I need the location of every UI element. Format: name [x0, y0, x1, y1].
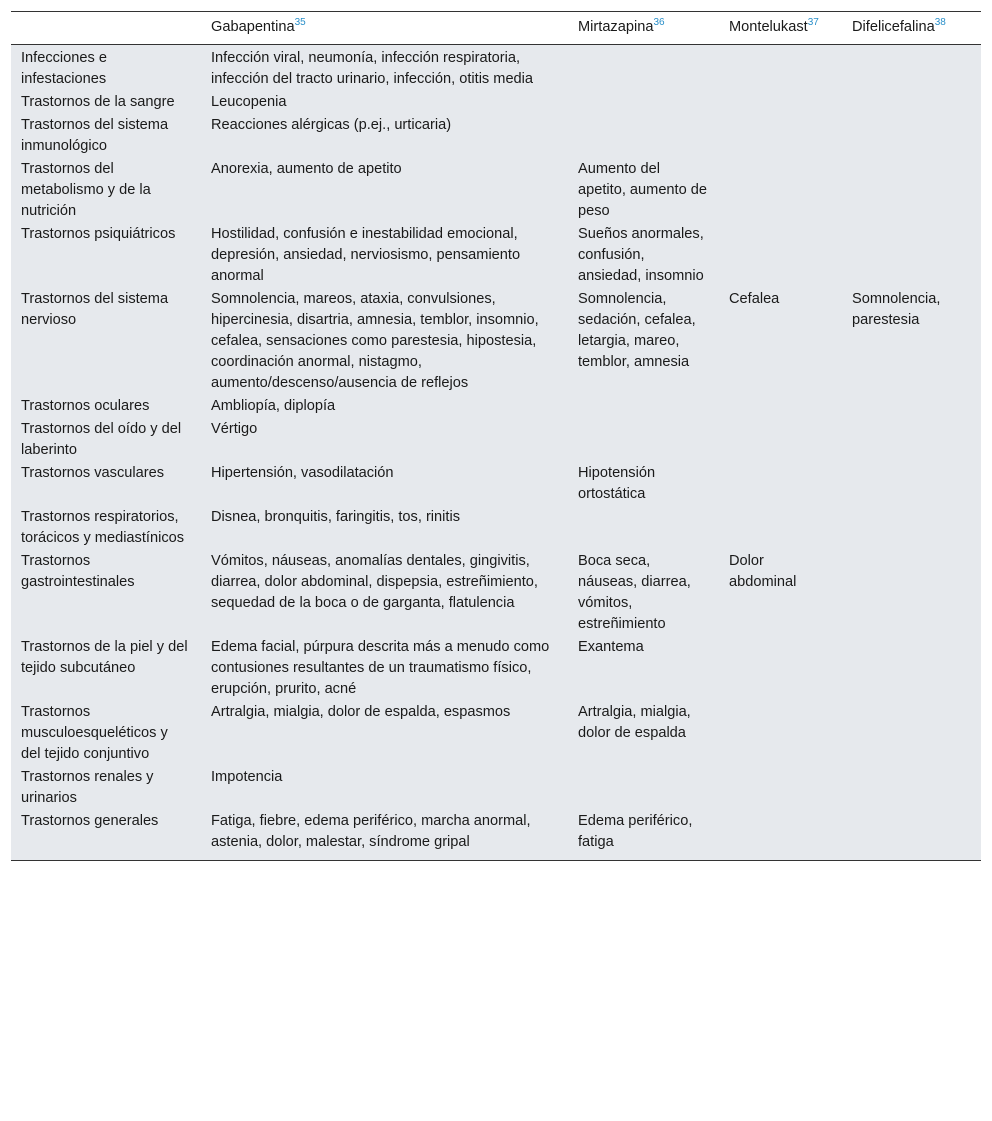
reference-link-36[interactable]: 36 — [653, 17, 665, 28]
cell-montelukast — [719, 114, 842, 158]
cell-gabapentina: Ambliopía, diplopía — [211, 398, 336, 414]
cell-organ: Trastornos musculoesqueléticos y del tejido conjuntivo — [21, 704, 168, 762]
cell-mirtazapina — [568, 506, 719, 550]
cell-organ: Trastornos de la piel y del tejido subcutáneo — [21, 639, 188, 676]
table-body — [11, 45, 981, 861]
table-row — [11, 462, 981, 506]
cell-organ: Trastornos generales — [11, 810, 201, 861]
cell-montelukast — [719, 158, 842, 223]
cell-mirtazapina — [568, 766, 719, 810]
table-row — [11, 91, 981, 114]
cell-organ: Trastornos gastrointestinales — [21, 553, 135, 590]
cell-difelicefalina — [842, 766, 981, 810]
cell-montelukast — [719, 91, 842, 114]
cell-montelukast: Cefalea — [729, 291, 780, 307]
cell-organ: Trastornos del sistema nervioso — [21, 291, 169, 328]
header-montelukast: Montelukast$^{37}$ — [719, 12, 842, 45]
cell-organ: Trastornos del metabolismo y de la nutrición — [21, 161, 151, 219]
cell-organ: Trastornos psiquiátricos — [21, 226, 176, 242]
cell-mirtazapina: Artralgia, mialgia, dolor de espalda — [578, 704, 691, 741]
cell-difelicefalina — [842, 418, 981, 462]
reference-link-37[interactable]: 37 — [807, 17, 819, 28]
table-header — [11, 12, 981, 45]
cell-organ: Trastornos del oído y del laberinto — [21, 421, 182, 458]
cell-gabapentina: Artralgia, mialgia, dolor de espalda, espasmos — [211, 704, 511, 720]
cell-montelukast — [719, 418, 842, 462]
cell-difelicefalina — [842, 395, 981, 418]
cell-gabapentina: Leucopenia — [211, 94, 287, 110]
cell-mirtazapina: Exantema — [578, 639, 644, 655]
cell-mirtazapina — [568, 45, 719, 92]
table-row — [11, 114, 981, 158]
cell-montelukast — [719, 810, 842, 861]
cell-difelicefalina: Somnolencia, parestesia — [852, 291, 941, 328]
cell-gabapentina: Anorexia, aumento de apetito — [211, 161, 402, 177]
cell-difelicefalina — [842, 701, 981, 766]
cell-difelicefalina — [842, 91, 981, 114]
cell-organ: Trastornos del sistema inmunológico — [21, 117, 169, 154]
cell-mirtazapina — [568, 91, 719, 114]
adverse-effects-table — [11, 11, 981, 861]
cell-difelicefalina — [842, 550, 981, 636]
cell-difelicefalina — [842, 506, 981, 550]
header-gabapentina: Gabapentina$^{35}$ — [201, 12, 568, 45]
cell-gabapentina: Fatiga, fiebre, edema periférico, marcha anormal, astenia, dolor, malestar, síndrome gripal — [201, 810, 568, 861]
adverse-effects-table-container — [11, 11, 981, 861]
header-difelicefalina: Difelicefalina$^{38}$ — [842, 12, 981, 45]
cell-montelukast — [719, 766, 842, 810]
cell-difelicefalina — [842, 114, 981, 158]
cell-mirtazapina — [568, 395, 719, 418]
header-row — [11, 12, 981, 45]
cell-montelukast: Dolor abdominal — [729, 553, 797, 590]
table-row — [11, 636, 981, 701]
cell-montelukast — [719, 636, 842, 701]
cell-mirtazapina: Boca seca, náuseas, diarrea, vómitos, estreñimiento — [578, 553, 691, 632]
reference-link-35[interactable]: 35 — [294, 17, 306, 28]
cell-mirtazapina — [568, 114, 719, 158]
cell-mirtazapina: Somnolencia, sedación, cefalea, letargia, mareo, temblor, amnesia — [578, 291, 696, 370]
cell-montelukast — [719, 395, 842, 418]
cell-difelicefalina — [842, 810, 981, 861]
table-row — [11, 45, 981, 92]
header-organ-column — [11, 12, 201, 45]
cell-difelicefalina — [842, 636, 981, 701]
cell-organ: Trastornos renales y urinarios — [21, 769, 154, 806]
cell-montelukast — [719, 45, 842, 92]
cell-mirtazapina — [568, 418, 719, 462]
cell-organ: Trastornos oculares — [21, 398, 150, 414]
cell-gabapentina: Impotencia — [211, 769, 283, 785]
cell-montelukast — [719, 506, 842, 550]
cell-gabapentina: Vértigo — [211, 421, 258, 437]
cell-montelukast — [719, 462, 842, 506]
table-row — [11, 701, 981, 766]
cell-mirtazapina: Hipotensión ortostática — [578, 465, 656, 502]
table-row — [11, 418, 981, 462]
table-row — [11, 223, 981, 288]
table-row — [11, 810, 981, 861]
table-row — [11, 550, 981, 636]
table-row — [11, 766, 981, 810]
cell-gabapentina: Hostilidad, confusión e inestabilidad emocional, depresión, ansiedad, nerviosismo, pensamiento anormal — [211, 226, 521, 284]
cell-organ: Trastornos respiratorios, torácicos y mediastínicos — [21, 509, 185, 546]
cell-difelicefalina — [842, 45, 981, 92]
cell-gabapentina: Disnea, bronquitis, faringitis, tos, rinitis — [211, 509, 461, 525]
cell-montelukast — [719, 223, 842, 288]
cell-gabapentina: Vómitos, náuseas, anomalías dentales, gingivitis, diarrea, dolor abdominal, dispepsia, estreñimiento, sequedad de la boca o de garganta, flatulencia — [211, 553, 538, 611]
cell-organ: Infecciones e infestaciones — [21, 50, 107, 87]
cell-gabapentina: Infección viral, neumonía, infección respiratoria, infección del tracto urinario, infección, otitis media — [211, 50, 534, 87]
reference-link-38[interactable]: 38 — [934, 17, 946, 28]
cell-difelicefalina — [842, 223, 981, 288]
header-mirtazapina: Mirtazapina$^{36}$ — [568, 12, 719, 45]
table-row — [11, 506, 981, 550]
cell-gabapentina: Hipertensión, vasodilatación — [211, 465, 394, 481]
cell-mirtazapina: Sueños anormales, confusión, ansiedad, insomnio — [578, 226, 704, 284]
table-row — [11, 288, 981, 395]
cell-difelicefalina — [842, 158, 981, 223]
cell-gabapentina: Reacciones alérgicas (p.ej., urticaria) — [211, 117, 452, 133]
cell-organ: Trastornos vasculares — [21, 465, 165, 481]
cell-gabapentina: Somnolencia, mareos, ataxia, convulsiones, hipercinesia, disartria, amnesia, temblor, insomnio, cefalea, sensaciones como parestesia, hipostesia, coordinación anormal, nistagmo, aumento/descenso/ausencia de reflejos — [211, 291, 539, 391]
table-row — [11, 395, 981, 418]
cell-organ: Trastornos de la sangre — [21, 94, 175, 110]
cell-mirtazapina: Edema periférico, fatiga — [568, 810, 719, 861]
cell-gabapentina: Edema facial, púrpura descrita más a menudo como contusiones resultantes de un traumatismo físico, erupción, prurito, acné — [211, 639, 550, 697]
table-row — [11, 158, 981, 223]
cell-mirtazapina: Aumento del apetito, aumento de peso — [578, 161, 708, 219]
cell-difelicefalina — [842, 462, 981, 506]
cell-montelukast — [719, 701, 842, 766]
